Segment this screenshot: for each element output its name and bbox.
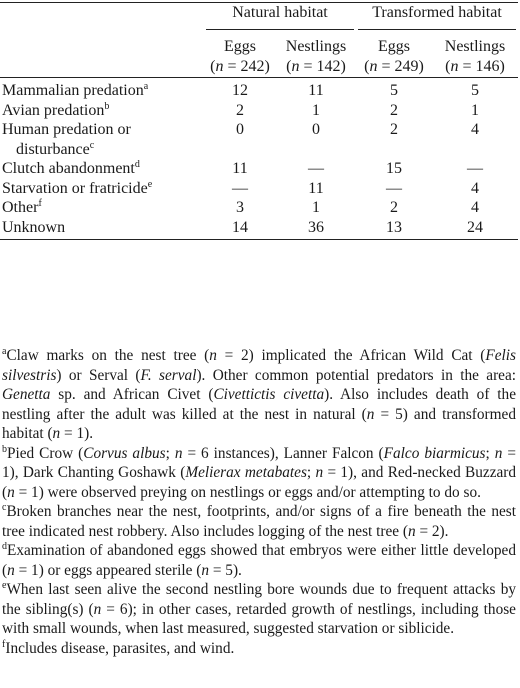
cell-value: 3 [236,199,244,216]
cell-value: 2 [390,101,398,119]
table-row [0,198,518,218]
mortality-table [0,2,518,240]
cell-value: 0 [236,121,244,138]
cell-value: 24 [432,218,518,240]
cell-value: 2 [390,121,398,138]
cell-value: 5 [471,82,479,99]
cell-value: — [232,179,248,197]
cell-value: 12 [232,82,248,99]
table-row [0,159,518,179]
row-label: Unknown [0,218,204,240]
footnote-b: $^b$Pied Crow (Corvus albus; n = 6 instances), Lanner Falcon (Falco biarmicus; n = 1), Dark Chanting Goshawk (Melierax metabates; n = 1), and Red-necked Buzzard (n = 1) were observed preying on nestlings or eggs and/or attempting to do so. [2,443,517,501]
row-label: Avian predation$^b$ [2,100,110,119]
col-header-transformed-nestlings: Nestlings (n = 146) [432,37,518,78]
subheader-row [0,37,518,78]
footnote-c: $^c$Broken branches near the nest, footprints, and/or signs of a fire beneath the nest tree indicated nest robbery. Also includes logging of the nest tree (n = 2). [2,502,516,540]
cell-value: 13 [356,218,432,240]
footnote-a: $^a$Claw marks on the nest tree (n = 2) implicated the African Wild Cat (Felis silvestris) or Serval (F. serval). Other common potential predators in the area: Genetta sp. and African Civet (Civettictis civetta). Also includes death of the nestling after the adult was killed at the nest in natural (n = 5) and transformed habitat (n = 1). [2,346,517,442]
group-header-row [0,3,518,37]
table-body [0,78,518,240]
table-row [0,218,518,240]
cell-value: 4 [471,179,479,197]
cell-value: 1 [471,101,479,119]
col-header-natural-nestlings: Nestlings (n = 142) [276,37,356,78]
cell-value: 4 [471,121,479,138]
cell-value: 36 [276,218,356,240]
row-label: Mammalian predation$^a$ [2,81,149,99]
cell-value: 11 [232,160,248,177]
cell-value: 2 [236,101,244,119]
row-label: Clutch abandonment$^d$ [2,159,140,177]
footnote-f: $^f$Includes disease, parasites, and wind. [2,638,235,657]
group-header-transformed: Transformed habitat [356,3,518,37]
cell-value: 11 [308,82,324,99]
group-header-natural: Natural habitat [204,3,356,37]
stub-header [0,3,204,37]
cell-value: 14 [204,218,276,240]
cell-value: — [467,160,483,177]
cell-value: 1 [312,199,320,216]
cell-value: 2 [390,199,398,216]
footnotes [2,346,516,658]
col-header-transformed-eggs: Eggs (n = 249) [356,37,432,78]
cell-value: 15 [386,160,402,177]
row-label: Other$^f$ [2,198,42,216]
table-row [0,120,518,159]
footnote-d: $^d$Examination of abandoned eggs showed that embryos were either little developed (n = 1) or eggs appeared sterile (n = 5). [2,541,516,579]
cell-value: 11 [308,179,324,197]
row-label: Human predation or disturbance$^c$ [2,121,131,158]
cell-value: 1 [312,101,320,119]
cell-value: 4 [471,199,479,216]
table-row [0,179,518,199]
cell-value: — [386,179,402,197]
col-header-natural-eggs: Eggs (n = 242) [204,37,276,78]
cell-value: 0 [312,121,320,138]
footnote-e: $^e$When last seen alive the second nestling bore wounds due to frequent attacks by the sibling(s) (n = 6); in other cases, retarded growth of nestlings, including those with small wounds, when last measured, suggested starvation or siblicide. [2,580,516,637]
cell-value: — [308,160,324,177]
cell-value: 5 [390,82,398,99]
table-row [0,78,518,101]
row-label: Starvation or fratricide$^e$ [2,178,153,197]
table-row [0,101,518,121]
